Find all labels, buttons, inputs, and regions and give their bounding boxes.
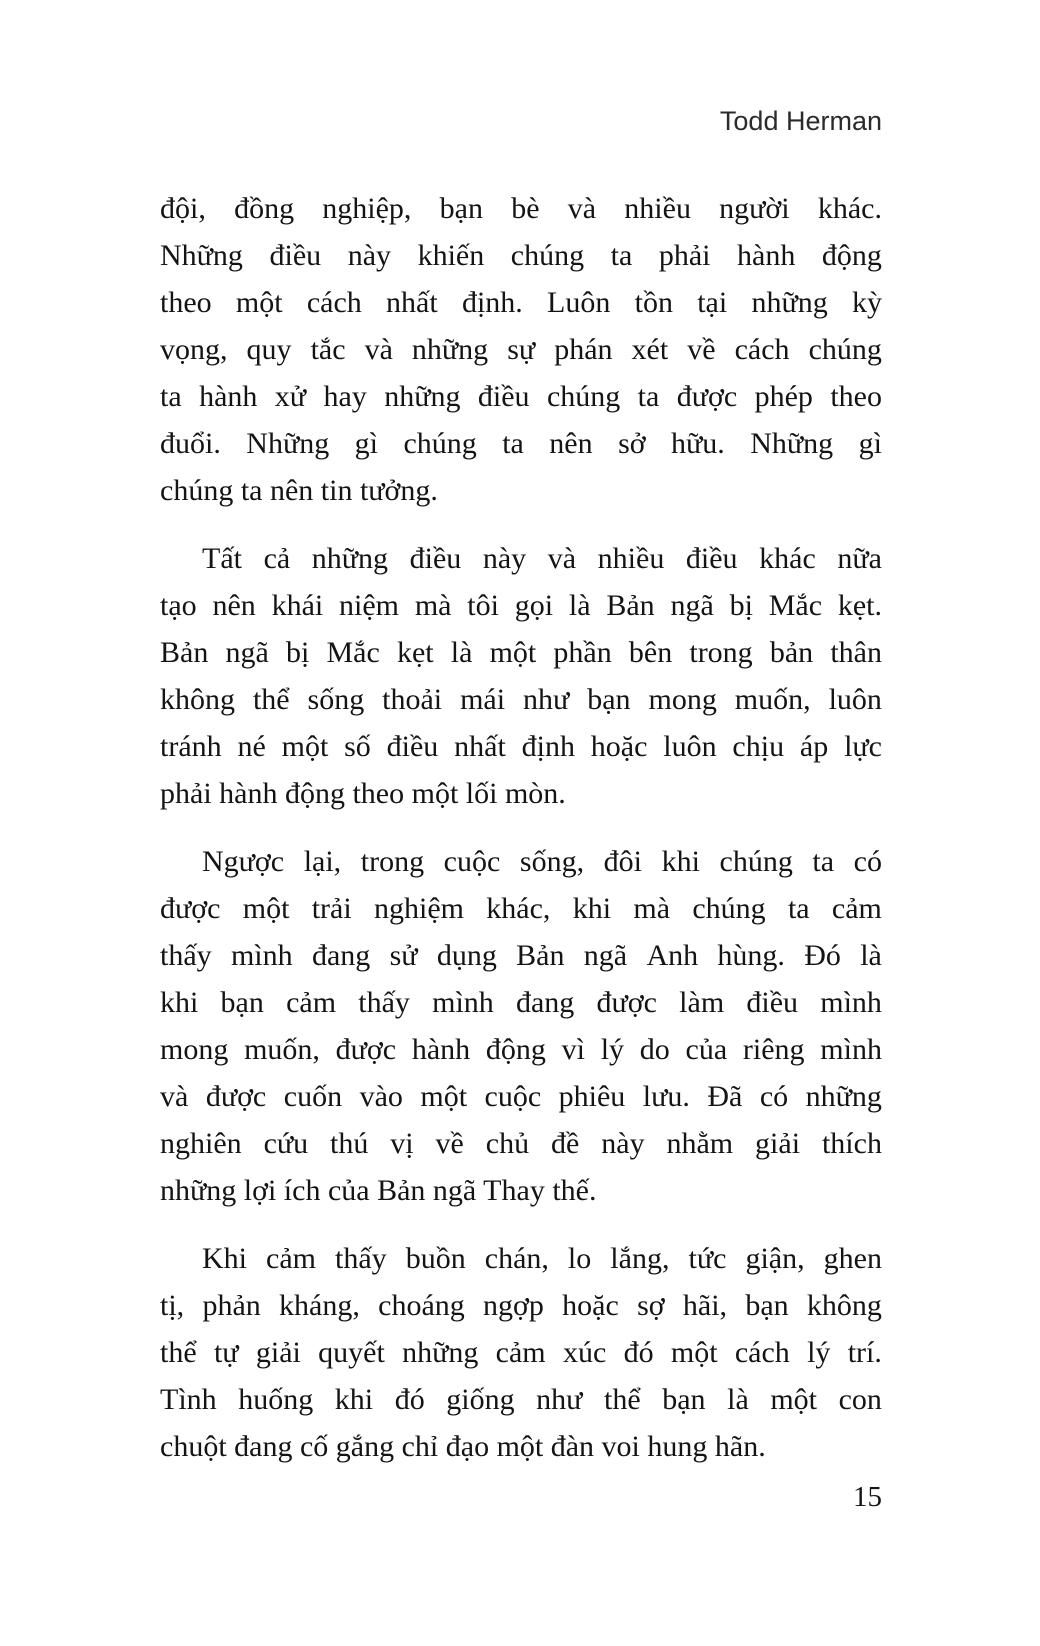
text-line: Bản ngã bị Mắc kẹt là một phần bên trong bản thân bbox=[160, 636, 882, 669]
text-line: không thể sống thoải mái như bạn mong muốn, luôn bbox=[160, 683, 882, 716]
paragraph bbox=[160, 185, 882, 514]
text-line: nghiên cứu thú vị về chủ đề này nhằm giải thích bbox=[160, 1127, 882, 1160]
text-line: phải hành động theo một lối mòn. bbox=[160, 777, 566, 810]
paragraph bbox=[160, 1235, 882, 1470]
paragraph bbox=[160, 838, 882, 1214]
text-line: Tình huống khi đó giống như thể bạn là một con bbox=[160, 1383, 882, 1416]
text-line: tị, phản kháng, choáng ngợp hoặc sợ hãi, bạn không bbox=[160, 1289, 882, 1322]
text-line: đuổi. Những gì chúng ta nên sở hữu. Những gì bbox=[160, 427, 882, 460]
text-line: Khi cảm thấy buồn chán, lo lắng, tức giận, ghen bbox=[202, 1242, 882, 1275]
text-line: tạo nên khái niệm mà tôi gọi là Bản ngã bị Mắc kẹt. bbox=[160, 589, 882, 622]
text-line: và được cuốn vào một cuộc phiêu lưu. Đã có những bbox=[160, 1080, 882, 1113]
text-line: khi bạn cảm thấy mình đang được làm điều mình bbox=[160, 986, 882, 1019]
text-line: tránh né một số điều nhất định hoặc luôn chịu áp lực bbox=[160, 730, 882, 763]
text-line: chuột đang cố gắng chỉ đạo một đàn voi hung hãn. bbox=[160, 1430, 766, 1463]
text-line: Những điều này khiến chúng ta phải hành động bbox=[160, 239, 882, 272]
text-line: được một trải nghiệm khác, khi mà chúng ta cảm bbox=[160, 892, 882, 925]
text-line: theo một cách nhất định. Luôn tồn tại những kỳ bbox=[160, 286, 882, 319]
text-line: thấy mình đang sử dụng Bản ngã Anh hùng. Đó là bbox=[160, 939, 882, 972]
page-number: 15 bbox=[853, 1481, 882, 1513]
text-line: Ngược lại, trong cuộc sống, đôi khi chúng ta có bbox=[202, 845, 882, 878]
text-line: thể tự giải quyết những cảm xúc đó một cách lý trí. bbox=[160, 1336, 882, 1369]
running-header-author: Todd Herman bbox=[719, 106, 882, 136]
text-line: vọng, quy tắc và những sự phán xét về cách chúng bbox=[160, 333, 882, 366]
text-line: ta hành xử hay những điều chúng ta được phép theo bbox=[160, 380, 882, 413]
text-line: chúng ta nên tin tưởng. bbox=[160, 474, 438, 507]
paragraph bbox=[160, 535, 882, 817]
text-line: những lợi ích của Bản ngã Thay thế. bbox=[160, 1174, 597, 1207]
page-body-text bbox=[160, 185, 882, 1470]
text-line: mong muốn, được hành động vì lý do của riêng mình bbox=[160, 1033, 882, 1066]
text-line: Tất cả những điều này và nhiều điều khác nữa bbox=[202, 542, 882, 575]
text-line: đội, đồng nghiệp, bạn bè và nhiều người khác. bbox=[160, 192, 882, 225]
